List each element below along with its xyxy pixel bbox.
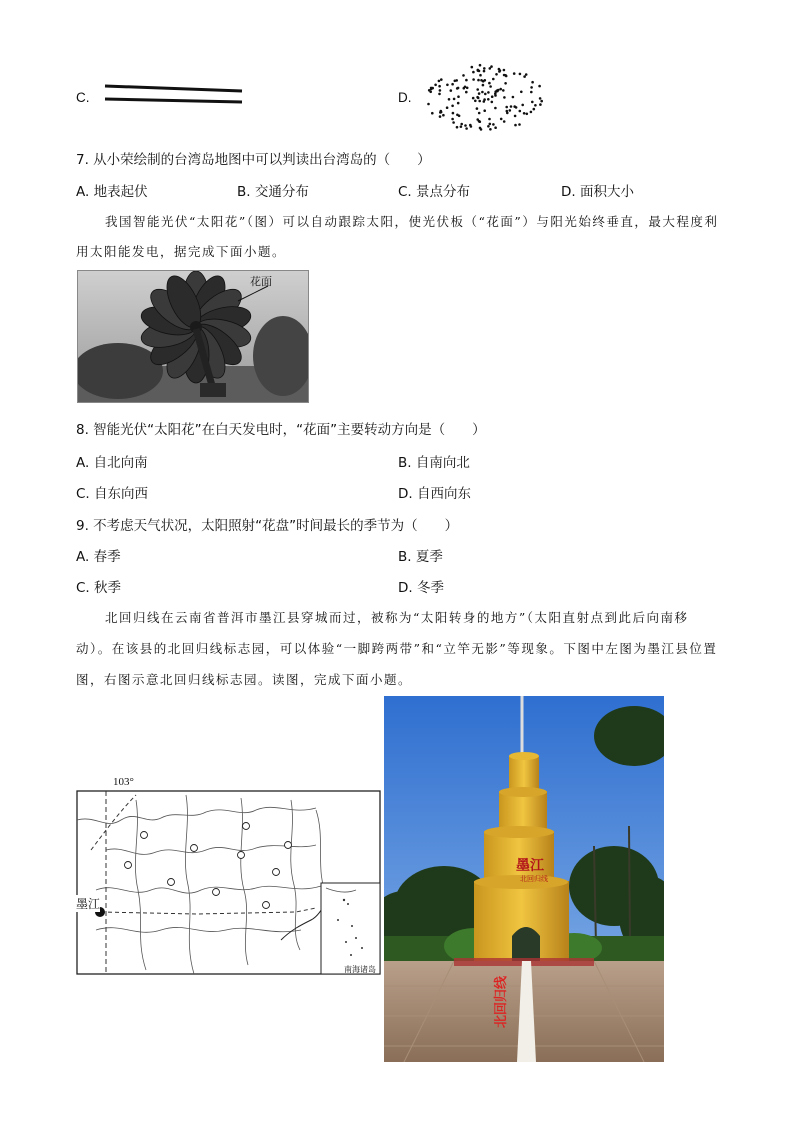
q9-option-a: A. 春季 bbox=[76, 549, 121, 565]
q8-option-d: D. 自西向东 bbox=[398, 486, 471, 502]
solar-flower-photo bbox=[77, 270, 309, 403]
intro-1-line-2: 用太阳能发电，据完成下面小题。 bbox=[76, 244, 287, 259]
q9-option-b: B. 夏季 bbox=[398, 549, 443, 565]
option-d-label: D. bbox=[398, 90, 412, 105]
q8-option-b: B. 自南向北 bbox=[398, 455, 470, 471]
option-c-parallel-lines-figure bbox=[100, 80, 250, 110]
q7-option-c: C. 景点分布 bbox=[398, 184, 471, 200]
q9-option-d: D. 冬季 bbox=[398, 580, 444, 596]
mojiang-location-map bbox=[76, 790, 382, 976]
tower-title-text: 墨江 bbox=[516, 858, 544, 874]
intro-1-line-1: 我国智能光伏“太阳花”（图）可以自动跟踪太阳，使光伏板（“花面”）与阳光始终垂直，最大程度利 bbox=[105, 214, 719, 229]
map-city-label-mojiang: 墨江 bbox=[76, 897, 101, 911]
q8-option-c: C. 自东向西 bbox=[76, 486, 149, 502]
ground-tropic-label: 北回归线 bbox=[494, 975, 509, 1028]
q7-option-a: A. 地表起伏 bbox=[76, 184, 148, 200]
intro-2-line-3: 图，右图示意北回归线标志园。读图，完成下面小题。 bbox=[76, 672, 413, 687]
option-d-dot-cluster-figure bbox=[420, 60, 550, 135]
q7-option-d: D. 面积大小 bbox=[561, 184, 634, 200]
intro-2-line-1: 北回归线在云南省普洱市墨江县穿城而过，被称为“太阳转身的地方”（太阳直射点到此后向南移 bbox=[105, 610, 689, 625]
intro-2-line-2: 动）。在该县的北回归线标志园，可以体验“一脚跨两带”和“立竿无影”等现象。下图中左图为墨江县位置 bbox=[76, 641, 718, 656]
figure-1-label: 花面 bbox=[250, 275, 272, 288]
q7-option-b: B. 交通分布 bbox=[237, 184, 309, 200]
q8-option-a: A. 自北向南 bbox=[76, 455, 148, 471]
question-9-text: 9. 不考虑天气状况，太阳照射“花盘”时间最长的季节为（ ） bbox=[76, 518, 459, 534]
q9-option-c: C. 秋季 bbox=[76, 580, 122, 596]
tropic-monument-photo bbox=[384, 696, 664, 1062]
option-c-label: C. bbox=[76, 90, 90, 105]
map-inset-label: 南海诸岛 bbox=[344, 965, 376, 974]
question-8-text: 8. 智能光伏“太阳花”在白天发电时，“花面”主要转动方向是（ ） bbox=[76, 422, 486, 438]
question-7-text: 7. 从小荣绘制的台湾岛地图中可以判读出台湾岛的（ ） bbox=[76, 152, 431, 168]
map-longitude-label: 103° bbox=[113, 776, 134, 788]
tower-subtitle-text: 北回归线 bbox=[520, 875, 548, 883]
